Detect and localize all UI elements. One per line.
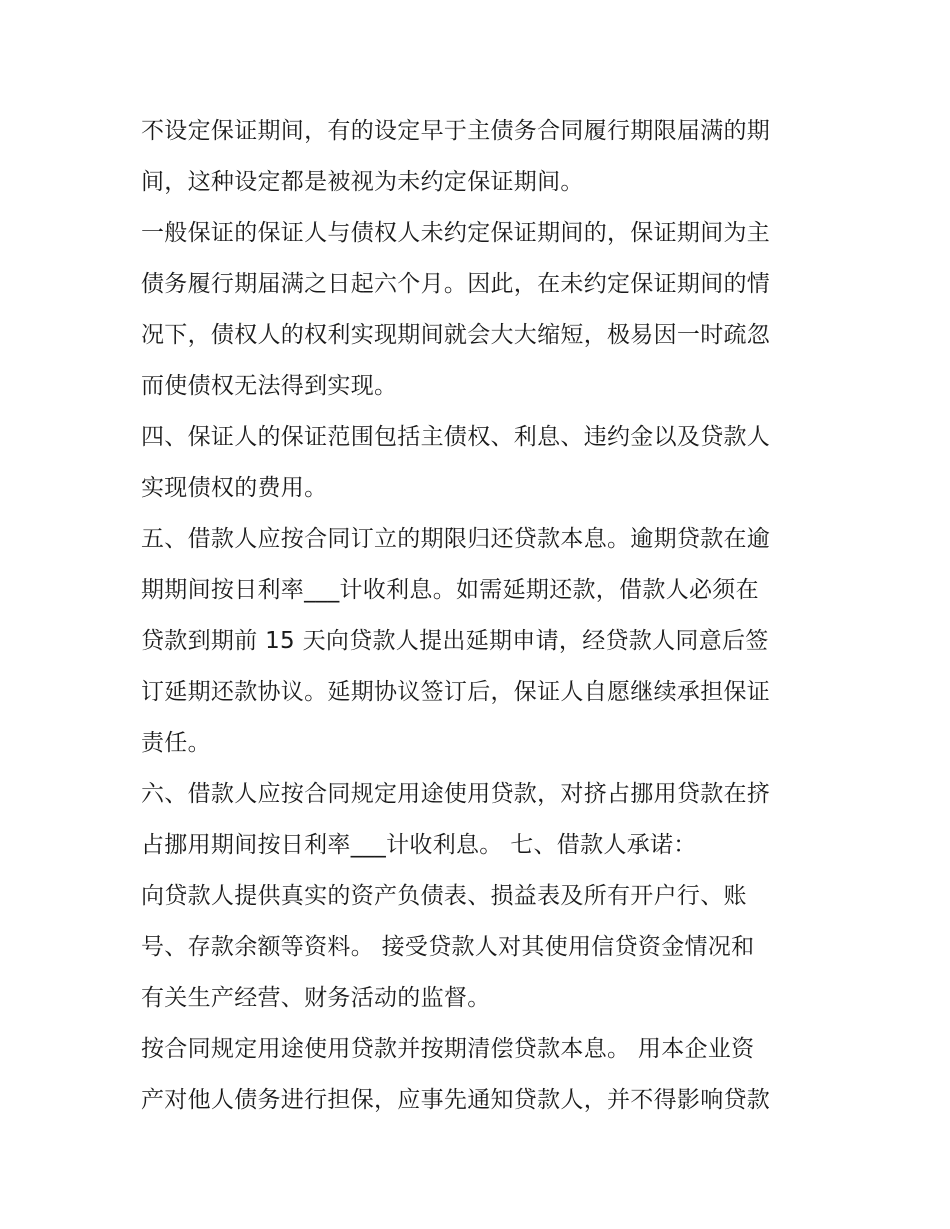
text-line: 四、保证人的保证范围包括主债权、利息、违约金以及贷款人 — [141, 424, 771, 450]
text-line: 占挪用期间按日利率___计收利息。 七、借款人承诺： — [141, 832, 697, 858]
text-line: 况下，债权人的权利实现期间就会大大缩短，极易因一时疏忽 — [141, 322, 771, 348]
document-body — [141, 106, 821, 1126]
text-line: 实现债权的费用。 — [141, 475, 328, 501]
text-line: 按合同规定用途使用贷款并按期清偿贷款本息。 用本企业资 — [141, 1036, 755, 1062]
text-line: 贷款到期前 15 天向贷款人提出延期申请，经贷款人同意后签 — [141, 628, 769, 654]
text-line: 期期间按日利率___计收利息。如需延期还款，借款人必须在 — [141, 577, 759, 603]
text-line: 间，这种设定都是被视为未约定保证期间。 — [141, 169, 584, 195]
text-line: 不设定保证期间，有的设定早于主债务合同履行期限届满的期 — [141, 118, 771, 144]
text-line: 一般保证的保证人与债权人未约定保证期间的，保证期间为主 — [141, 220, 771, 246]
text-line: 订延期还款协议。延期协议签订后，保证人自愿继续承担保证 — [141, 679, 771, 705]
text-line: 有关生产经营、财务活动的监督。 — [141, 985, 491, 1011]
text-line: 号、存款余额等资料。 接受贷款人对其使用信贷资金情况和 — [141, 934, 755, 960]
text-line: 五、借款人应按合同订立的期限归还贷款本息。逾期贷款在逾 — [141, 526, 771, 552]
text-line: 向贷款人提供真实的资产负债表、损益表及所有开户行、账 — [141, 883, 747, 909]
text-line: 债务履行期届满之日起六个月。因此，在未约定保证期间的情 — [141, 271, 771, 297]
text-line: 责任。 — [141, 730, 211, 756]
text-line: 而使债权无法得到实现。 — [141, 373, 398, 399]
text-line: 产对他人债务进行担保，应事先通知贷款人，并不得影响贷款 — [141, 1087, 771, 1113]
text-line: 六、借款人应按合同规定用途使用贷款，对挤占挪用贷款在挤 — [141, 781, 771, 807]
